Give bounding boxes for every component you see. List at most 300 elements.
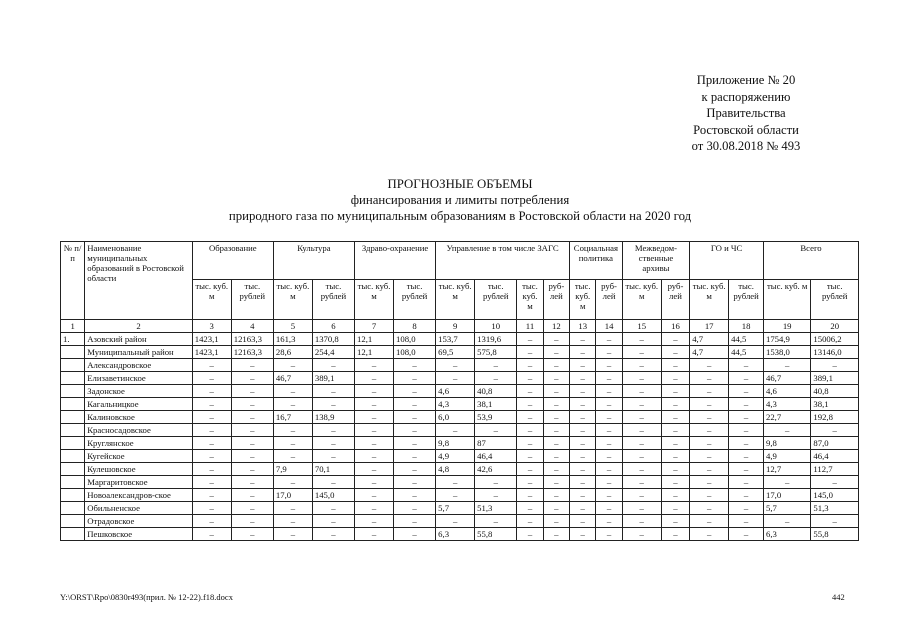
value-cell: – [543, 372, 569, 385]
value-cell: 254,4 [312, 346, 354, 359]
value-cell: 40,8 [811, 385, 859, 398]
value-cell: – [661, 528, 689, 541]
table-row [61, 515, 859, 528]
value-cell: – [661, 424, 689, 437]
value-cell: 12,1 [355, 346, 394, 359]
value-cell: – [394, 437, 436, 450]
value-cell: 4,7 [690, 333, 729, 346]
value-cell: – [690, 359, 729, 372]
gas-volume-table [60, 241, 859, 541]
value-cell: – [543, 398, 569, 411]
value-cell: – [394, 502, 436, 515]
municipality-name: Азовский район [85, 333, 193, 346]
value-cell: 46,7 [273, 372, 312, 385]
value-cell: – [596, 515, 622, 528]
value-cell: – [394, 515, 436, 528]
value-cell: 38,1 [811, 398, 859, 411]
header-unit: тыс. куб. м [192, 280, 231, 320]
value-cell: – [543, 450, 569, 463]
value-cell: – [273, 528, 312, 541]
value-cell: – [231, 463, 273, 476]
value-cell: – [543, 515, 569, 528]
value-cell: 1370,8 [312, 333, 354, 346]
value-cell: – [192, 515, 231, 528]
value-cell: – [355, 515, 394, 528]
value-cell: – [355, 450, 394, 463]
value-cell: – [729, 528, 764, 541]
table-row [61, 476, 859, 489]
value-cell: – [273, 515, 312, 528]
value-cell: – [517, 437, 543, 450]
value-cell: – [475, 359, 517, 372]
value-cell: – [622, 398, 661, 411]
value-cell: 38,1 [475, 398, 517, 411]
value-cell: – [596, 528, 622, 541]
value-cell: – [231, 424, 273, 437]
header-group: Управление в том числе ЗАГС [436, 242, 570, 280]
value-cell: – [729, 385, 764, 398]
municipality-name: Калиновское [85, 411, 193, 424]
value-cell: 153,7 [436, 333, 475, 346]
header-group-row [61, 242, 859, 280]
value-cell: – [543, 476, 569, 489]
value-cell: – [690, 450, 729, 463]
value-cell: – [517, 528, 543, 541]
title-line-2: финансирования и лимиты потребления [350, 193, 570, 208]
value-cell: – [661, 437, 689, 450]
table-row [61, 463, 859, 476]
value-cell: 145,0 [312, 489, 354, 502]
value-cell: 4,9 [436, 450, 475, 463]
municipality-name: Красносадовское [85, 424, 193, 437]
value-cell: – [661, 515, 689, 528]
value-cell: – [622, 372, 661, 385]
row-number [61, 437, 85, 450]
value-cell: – [690, 463, 729, 476]
table-body [61, 333, 859, 541]
value-cell: – [570, 398, 596, 411]
column-number: 17 [690, 320, 729, 333]
value-cell: – [355, 528, 394, 541]
header-unit: тыс. куб. м [763, 280, 810, 320]
municipality-name: Кагальницкое [85, 398, 193, 411]
header-unit: руб-лей [596, 280, 622, 320]
value-cell: 42,6 [475, 463, 517, 476]
header-group: Здраво-охранение [355, 242, 436, 280]
value-cell: 1319,6 [475, 333, 517, 346]
value-cell: 51,3 [811, 502, 859, 515]
value-cell: – [763, 476, 810, 489]
header-unit: тыс. куб. м [570, 280, 596, 320]
municipality-name: Обильненское [85, 502, 193, 515]
value-cell: – [355, 437, 394, 450]
value-cell: – [661, 502, 689, 515]
value-cell: 108,0 [394, 346, 436, 359]
value-cell: – [312, 437, 354, 450]
value-cell: – [622, 489, 661, 502]
value-cell: – [192, 437, 231, 450]
municipality-name: Отрадовское [85, 515, 193, 528]
value-cell: – [394, 489, 436, 502]
appendix-block [640, 72, 852, 155]
value-cell: 28,6 [273, 346, 312, 359]
value-cell: 17,0 [763, 489, 810, 502]
value-cell: – [273, 398, 312, 411]
row-number [61, 359, 85, 372]
header-unit: тыс. куб. м [622, 280, 661, 320]
value-cell: – [570, 424, 596, 437]
value-cell: – [570, 463, 596, 476]
row-number [61, 528, 85, 541]
value-cell: 17,0 [273, 489, 312, 502]
value-cell: – [192, 502, 231, 515]
value-cell: – [517, 515, 543, 528]
municipality-name: Круглянское [85, 437, 193, 450]
value-cell: – [394, 398, 436, 411]
value-cell: – [231, 528, 273, 541]
value-cell: 1423,1 [192, 346, 231, 359]
row-number [61, 515, 85, 528]
value-cell: 112,7 [811, 463, 859, 476]
value-cell: – [570, 372, 596, 385]
value-cell: – [596, 489, 622, 502]
value-cell: – [729, 411, 764, 424]
value-cell: – [729, 463, 764, 476]
value-cell: 161,3 [273, 333, 312, 346]
value-cell: – [312, 359, 354, 372]
value-cell: 138,9 [312, 411, 354, 424]
value-cell: – [690, 489, 729, 502]
row-number [61, 372, 85, 385]
column-number: 13 [570, 320, 596, 333]
municipality-name: Новоалександров-ское [85, 489, 193, 502]
value-cell: – [355, 359, 394, 372]
value-cell: – [355, 476, 394, 489]
value-cell: – [192, 359, 231, 372]
value-cell: – [570, 385, 596, 398]
value-cell: – [543, 489, 569, 502]
value-cell: 1538,0 [763, 346, 810, 359]
column-number: 20 [811, 320, 859, 333]
value-cell: – [661, 398, 689, 411]
title-line-3: природного газа по муниципальным образованиям в Ростовской области на 2020 год [228, 209, 692, 224]
value-cell: 12,7 [763, 463, 810, 476]
value-cell: 7,9 [273, 463, 312, 476]
column-number: 11 [517, 320, 543, 333]
value-cell: – [312, 528, 354, 541]
value-cell: – [273, 437, 312, 450]
table-row [61, 528, 859, 541]
value-cell: – [394, 463, 436, 476]
table-row [61, 489, 859, 502]
value-cell: – [661, 450, 689, 463]
value-cell: – [596, 385, 622, 398]
value-cell: – [661, 476, 689, 489]
value-cell: 1754,9 [763, 333, 810, 346]
value-cell: – [231, 489, 273, 502]
value-cell: – [661, 346, 689, 359]
value-cell: – [596, 424, 622, 437]
value-cell: – [394, 359, 436, 372]
value-cell: – [192, 398, 231, 411]
value-cell: – [394, 528, 436, 541]
value-cell: 389,1 [312, 372, 354, 385]
value-cell: – [517, 424, 543, 437]
value-cell: – [517, 463, 543, 476]
value-cell: – [690, 515, 729, 528]
value-cell: – [192, 385, 231, 398]
row-number [61, 463, 85, 476]
value-cell: – [596, 411, 622, 424]
value-cell: 12,1 [355, 333, 394, 346]
header-unit: тыс. рублей [475, 280, 517, 320]
value-cell: – [543, 411, 569, 424]
value-cell: 4,8 [436, 463, 475, 476]
value-cell: – [661, 385, 689, 398]
value-cell: – [273, 359, 312, 372]
value-cell: 6,3 [763, 528, 810, 541]
header-group: Всего [763, 242, 858, 280]
appendix-line: Приложение № 20 [696, 73, 796, 87]
header-group: Межведом-ственные архивы [622, 242, 689, 280]
value-cell: 70,1 [312, 463, 354, 476]
value-cell: – [622, 528, 661, 541]
value-cell: – [622, 346, 661, 359]
appendix-line: к распоряжению [701, 89, 791, 104]
value-cell: – [811, 359, 859, 372]
value-cell: – [517, 489, 543, 502]
value-cell: – [192, 411, 231, 424]
value-cell: – [729, 502, 764, 515]
value-cell: – [596, 502, 622, 515]
value-cell: 108,0 [394, 333, 436, 346]
value-cell: – [596, 437, 622, 450]
value-cell: – [312, 450, 354, 463]
value-cell: – [570, 450, 596, 463]
value-cell: – [394, 411, 436, 424]
value-cell: – [231, 359, 273, 372]
column-number: 7 [355, 320, 394, 333]
header-unit: тыс. рублей [394, 280, 436, 320]
appendix-line: Ростовской области [693, 122, 799, 137]
value-cell: – [192, 476, 231, 489]
value-cell: 9,8 [763, 437, 810, 450]
value-cell: – [436, 476, 475, 489]
header-group: Образование [192, 242, 273, 280]
value-cell: – [596, 333, 622, 346]
value-cell: – [690, 424, 729, 437]
value-cell: – [312, 398, 354, 411]
value-cell: – [231, 398, 273, 411]
column-number: 2 [85, 320, 193, 333]
value-cell: – [622, 450, 661, 463]
row-number [61, 411, 85, 424]
value-cell: – [517, 476, 543, 489]
header-unit: тыс. рублей [312, 280, 354, 320]
value-cell: 22,7 [763, 411, 810, 424]
header-unit: тыс. куб. м [355, 280, 394, 320]
value-cell: – [543, 346, 569, 359]
value-cell: – [355, 398, 394, 411]
table-header [61, 242, 859, 333]
document-title [60, 176, 860, 225]
value-cell: – [690, 437, 729, 450]
value-cell: – [690, 398, 729, 411]
value-cell: – [394, 385, 436, 398]
header-group: ГО и ЧС [690, 242, 764, 280]
value-cell: – [622, 359, 661, 372]
value-cell: – [517, 385, 543, 398]
value-cell: – [763, 515, 810, 528]
header-unit: тыс. рублей [729, 280, 764, 320]
value-cell: – [570, 476, 596, 489]
value-cell: – [729, 372, 764, 385]
header-unit: тыс. куб. м [273, 280, 312, 320]
value-cell: 69,5 [436, 346, 475, 359]
value-cell: – [729, 359, 764, 372]
value-cell: – [570, 411, 596, 424]
appendix-line: от 30.08.2018 № 493 [691, 139, 801, 154]
value-cell: – [596, 450, 622, 463]
value-cell: – [394, 424, 436, 437]
value-cell: – [231, 450, 273, 463]
value-cell: 4,9 [763, 450, 810, 463]
value-cell: – [517, 411, 543, 424]
value-cell: 1423,1 [192, 333, 231, 346]
value-cell: – [543, 463, 569, 476]
value-cell: – [690, 502, 729, 515]
column-number: 15 [622, 320, 661, 333]
value-cell: – [192, 372, 231, 385]
value-cell: 192,8 [811, 411, 859, 424]
value-cell: 4,6 [763, 385, 810, 398]
value-cell: – [543, 359, 569, 372]
value-cell: – [231, 411, 273, 424]
column-number: 3 [192, 320, 231, 333]
header-unit: тыс. куб. м [517, 280, 543, 320]
value-cell: 9,8 [436, 437, 475, 450]
column-number: 12 [543, 320, 569, 333]
value-cell: – [517, 372, 543, 385]
column-number: 9 [436, 320, 475, 333]
table-row [61, 385, 859, 398]
municipality-name: Пешковское [85, 528, 193, 541]
footer-file-path: Y:\ORST\Rpo\0830r493(прил. № 12-22).f18.docx [60, 592, 233, 602]
value-cell: – [312, 385, 354, 398]
page-number: 442 [832, 592, 845, 602]
value-cell: – [355, 411, 394, 424]
value-cell: 16,7 [273, 411, 312, 424]
value-cell: 46,7 [763, 372, 810, 385]
value-cell: – [661, 489, 689, 502]
column-number: 1 [61, 320, 85, 333]
header-unit: тыс. куб. м [690, 280, 729, 320]
value-cell: – [690, 476, 729, 489]
value-cell: – [661, 463, 689, 476]
value-cell: – [543, 385, 569, 398]
value-cell: – [192, 528, 231, 541]
value-cell: 575,8 [475, 346, 517, 359]
municipality-name: Кугейское [85, 450, 193, 463]
value-cell: – [729, 424, 764, 437]
value-cell: – [811, 515, 859, 528]
value-cell: – [596, 346, 622, 359]
value-cell: – [517, 450, 543, 463]
title-line-1: ПРОГНОЗНЫЕ ОБЪЕМЫ [387, 177, 533, 191]
column-number: 14 [596, 320, 622, 333]
value-cell: – [231, 437, 273, 450]
value-cell: – [570, 359, 596, 372]
value-cell: – [570, 333, 596, 346]
value-cell: – [436, 359, 475, 372]
row-number [61, 450, 85, 463]
value-cell: – [622, 463, 661, 476]
value-cell: – [312, 502, 354, 515]
value-cell: – [570, 346, 596, 359]
row-number [61, 385, 85, 398]
table-row [61, 424, 859, 437]
value-cell: – [355, 502, 394, 515]
value-cell: – [596, 372, 622, 385]
value-cell: – [436, 515, 475, 528]
value-cell: – [596, 463, 622, 476]
value-cell: 12163,3 [231, 333, 273, 346]
value-cell: – [811, 424, 859, 437]
value-cell: – [729, 489, 764, 502]
value-cell: – [622, 333, 661, 346]
value-cell: – [763, 424, 810, 437]
municipality-name: Муниципальный район [85, 346, 193, 359]
value-cell: – [661, 411, 689, 424]
value-cell: – [729, 437, 764, 450]
value-cell: 15006,2 [811, 333, 859, 346]
header-num: № п/п [61, 242, 85, 320]
header-unit: тыс. рублей [231, 280, 273, 320]
value-cell: – [690, 411, 729, 424]
value-cell: 51,3 [475, 502, 517, 515]
value-cell: 46,4 [811, 450, 859, 463]
value-cell: 87 [475, 437, 517, 450]
value-cell: – [436, 424, 475, 437]
value-cell: 46,4 [475, 450, 517, 463]
value-cell: 5,7 [763, 502, 810, 515]
value-cell: – [543, 437, 569, 450]
municipality-name: Задонское [85, 385, 193, 398]
value-cell: – [355, 385, 394, 398]
value-cell: 4,6 [436, 385, 475, 398]
value-cell: – [570, 437, 596, 450]
value-cell: – [596, 359, 622, 372]
value-cell: – [690, 372, 729, 385]
value-cell: – [231, 372, 273, 385]
value-cell: – [231, 476, 273, 489]
value-cell: – [622, 515, 661, 528]
value-cell: – [517, 346, 543, 359]
value-cell: – [475, 515, 517, 528]
value-cell: – [312, 424, 354, 437]
value-cell: – [231, 385, 273, 398]
value-cell: – [690, 528, 729, 541]
value-cell: – [596, 398, 622, 411]
value-cell: – [622, 424, 661, 437]
table-row [61, 359, 859, 372]
table-row [61, 372, 859, 385]
value-cell: – [273, 476, 312, 489]
value-cell: – [690, 385, 729, 398]
value-cell: 13146,0 [811, 346, 859, 359]
value-cell: – [436, 372, 475, 385]
header-colnum-row [61, 320, 859, 333]
